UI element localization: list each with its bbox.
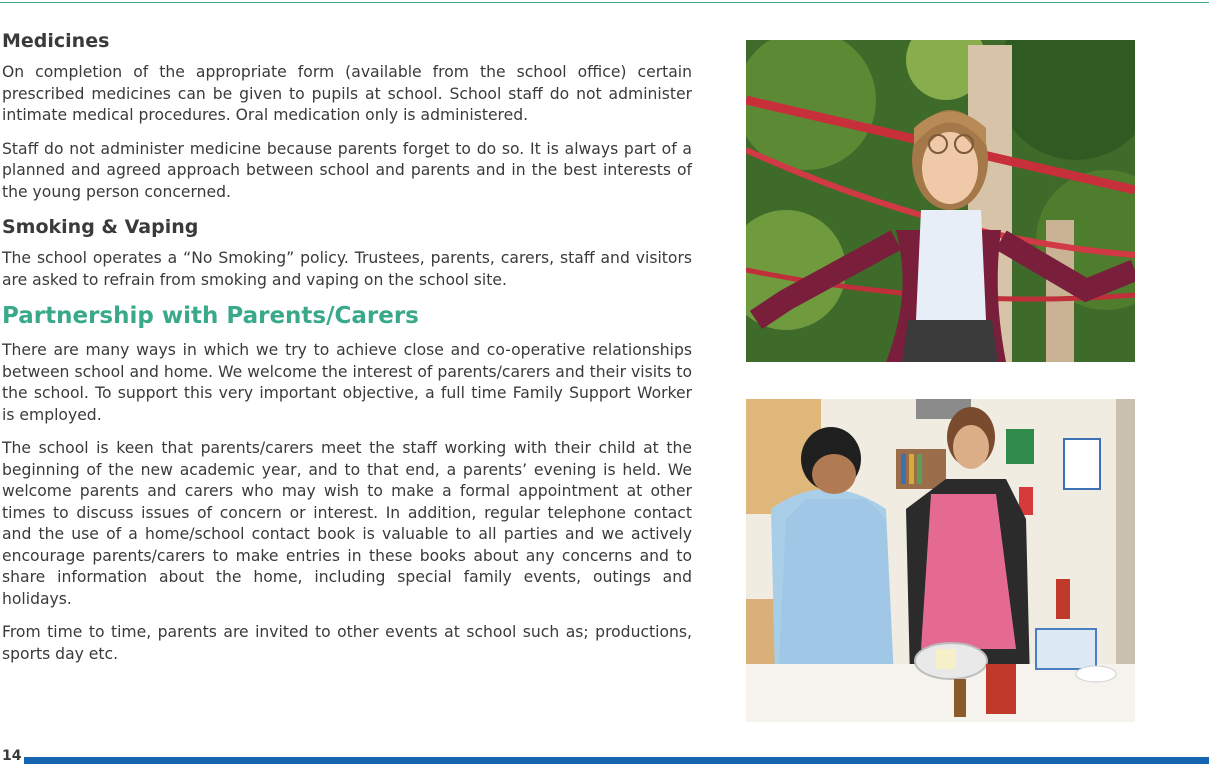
medicines-heading: Medicines [2,30,110,52]
partnership-paragraph-3: From time to time, parents are invited to other events at school such as; productions, sports day etc. [2,623,692,663]
medicines-paragraph-2: Staff do not administer medicine because parents forget to do so. It is always part of a planned and agreed approach between school and parents and in the best interests of the young person concerned. [2,139,692,201]
medicines-paragraph-1: On completion of the appropriate form (available from the school office) certain prescribed medicines can be given to pupils at school. School staff do not administer intimate medical procedures. Oral medication only is administered. [2,63,692,124]
top-rule [0,2,1209,3]
partnership-paragraph-1: There are many ways in which we try to achieve close and co-operative relationships between school and home. We welcome the interest of parents/carers and their visits to the school. To support this very important objective, a full time Family Support Worker is employed. [2,341,692,424]
main-text-column [2,28,692,665]
partnership-paragraph-2: The school is keen that parents/carers meet the staff working with their child at the beginning of the new academic year, and to that end, a parents’ evening is held. We welcome parents and carers who may wish to make a formal appointment at other times to discuss issues of concern or interest. In addition, regular telephone contact and the use of a home/school contact book is valuable to all parties and we actively encourage parents/carers to make entries in these books about any concerns and to share information about the home, including special family events, outings and holidays. [2,439,692,608]
partnership-heading: Partnership with Parents/Carers [2,303,419,329]
page-number: 14 [2,748,22,764]
photo-cooking-lesson [746,399,1135,722]
photo-girl-rope-bridge [746,40,1135,362]
footer-bar [24,757,1209,764]
smoking-heading: Smoking & Vaping [2,216,199,238]
smoking-paragraph-1: The school operates a “No Smoking” policy. Trustees, parents, carers, staff and visitors are asked to refrain from smoking and vaping on the school site. [2,249,692,289]
